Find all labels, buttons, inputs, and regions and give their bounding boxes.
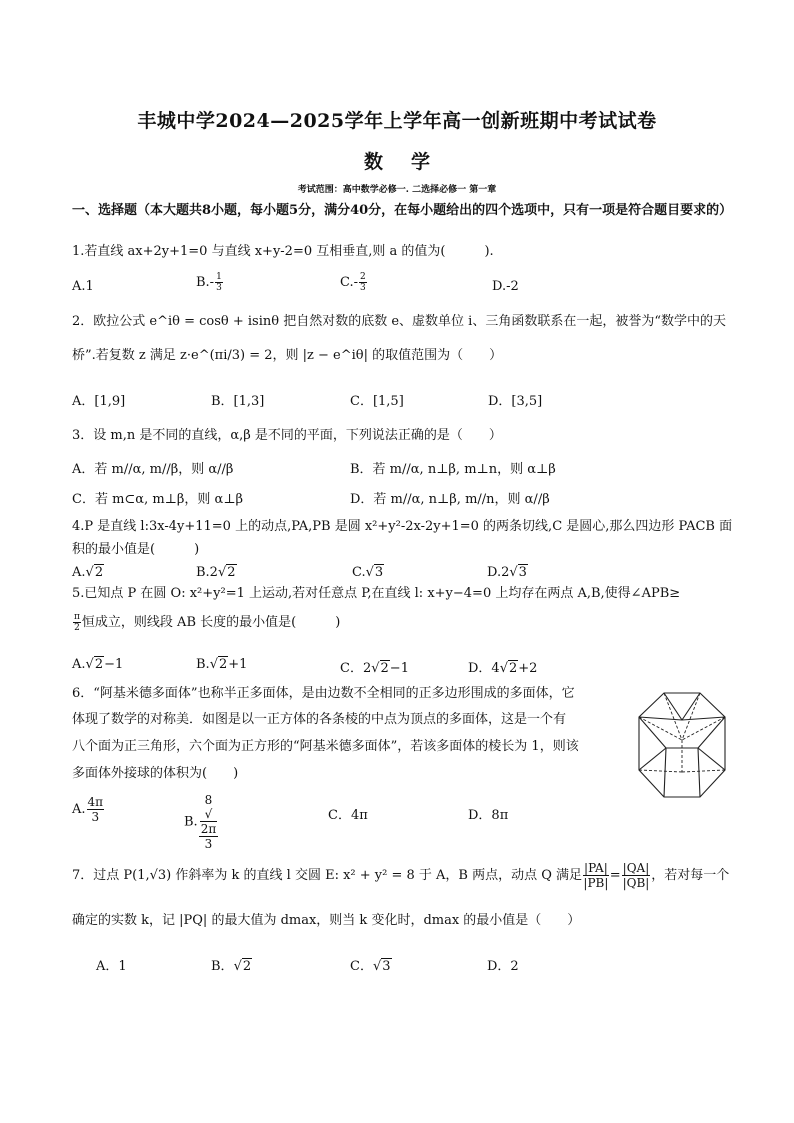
q2-option-a: A．[1,9] — [72, 394, 126, 409]
cuboctahedron-figure — [636, 690, 728, 800]
q3-stem: 3．设 m,n 是不同的直线，α,β 是不同的平面，下列说法正确的是（ ） — [72, 428, 502, 443]
q7-line2: 确定的实数 k，记 |PQ| 的最大值为 dmax，则当 k 变化时，dmax 的最小值是（ ） — [72, 913, 581, 928]
q6-option-c: C．4π — [328, 808, 368, 823]
q6-line2: 体现了数学的对称美．如图是以一正方体的各条棱的中点为顶点的多面体，这是一个有 — [72, 712, 567, 727]
q4-option-a: A.√2 — [72, 565, 104, 580]
q5-line1: 5.已知点 P 在圆 O: x²+y²=1 上运动,若对任意点 P,在直线 l: x+y−4=0 上均存在两点 A,B,使得∠APB≥ — [72, 586, 681, 601]
q1-option-d: D.-2 — [492, 279, 519, 294]
q1-option-b: B.- $\frac{1}{3}$ — [196, 272, 222, 293]
q7-option-d: D．2 — [487, 959, 519, 974]
q2-option-d: D．[3,5] — [488, 394, 543, 409]
q7-option-a: A．1 — [96, 959, 127, 974]
q1-option-a: A.1 — [72, 279, 94, 294]
q2-line2: 桥”.若复数 z 满足 z·e^(πi/3) = 2，则 |z − e^iθ| 的取值范围为（ ） — [72, 348, 503, 363]
q5-line2: $\frac{\pi}{2}$ 恒成立，则线段 AB 长度的最小值是( ) — [74, 612, 341, 633]
q3-option-b: B．若 m//α, n⊥β, m⊥n，则 α⊥β — [350, 462, 556, 477]
exam-scope: 考试范围：高中数学必修一. 二选择必修一 第一章 — [297, 185, 497, 195]
q3-option-c: C．若 m⊂α, m⊥β，则 α⊥β — [72, 492, 244, 507]
q7-option-b: B．√2 — [211, 959, 252, 974]
q2-line1: 2．欧拉公式 e^iθ = cosθ + isinθ 把自然对数的底数 e、虚数单位 i、三角函数联系在一起，被誉为“数学中的天 — [72, 314, 726, 329]
q6-option-b: B. 8 √ 2π 3 — [184, 793, 217, 851]
q4-option-b: B.2√2 — [196, 565, 236, 580]
q5-option-b: B.√2+1 — [196, 657, 248, 672]
q4-line1: 4.P 是直线 l:3x-4y+11=0 上的动点,PA,PB 是圆 x²+y²-2x-2y+1=0 的两条切线,C 是圆心,那么四边形 PACB 面 — [72, 519, 733, 534]
section-heading: 一、选择题（本大题共8小题，每小题5分，满分40分，在每小题给出的四个选项中，只有一项是符合题目要求的） — [72, 203, 733, 218]
subject-title: 数学 — [363, 151, 458, 173]
q7-option-c: C．√3 — [350, 959, 391, 974]
q4-option-c: C.√3 — [352, 565, 384, 580]
q2-option-b: B．[1,3] — [211, 394, 265, 409]
page-title: 丰城中学2024—2025学年上学年高一创新班期中考试试卷 — [137, 110, 657, 132]
q5-option-a: A.√2−1 — [72, 657, 124, 672]
q3-option-d: D．若 m//α, n⊥β, m//n，则 α//β — [350, 492, 550, 507]
q1-stem: 1.若直线 ax+2y+1=0 与直线 x+y-2=0 互相垂直,则 a 的值为( ). — [72, 244, 494, 259]
q1-option-c: C.- $\frac{2}{3}$ — [340, 272, 366, 293]
q6-option-d: D．8π — [468, 808, 509, 823]
q4-line2: 积的最小值是( ) — [72, 542, 200, 557]
q6-option-a: A. $\frac{4\pi}{3}$ — [72, 795, 104, 824]
q5-option-d: D．4√2+2 — [468, 661, 538, 676]
q6-line4: 多面体外接球的体积为( ) — [72, 766, 239, 781]
q6-line3: 八个面为正三角形，六个面为正方形的“阿基米德多面体”，若该多面体的棱长为 1，则该 — [72, 739, 579, 754]
q7-line1: 7．过点 P(1,√3) 作斜率为 k 的直线 l 交圆 E: x² + y² = 8 于 A，B 两点，动点 Q 满足 $\frac{|PA|}{|PB|}$ = $\frac{|QA|}{|QB|}$ ，若对每一个 — [72, 861, 730, 890]
q2-option-c: C．[1,5] — [350, 394, 404, 409]
q5-option-c: C．2√2−1 — [340, 661, 409, 676]
q6-line1: 6．“阿基米德多面体”也称半正多面体，是由边数不全相同的正多边形围成的多面体，它 — [72, 686, 575, 701]
q3-option-a: A．若 m//α, m//β，则 α//β — [72, 462, 234, 477]
q4-option-d: D.2√3 — [487, 565, 527, 580]
